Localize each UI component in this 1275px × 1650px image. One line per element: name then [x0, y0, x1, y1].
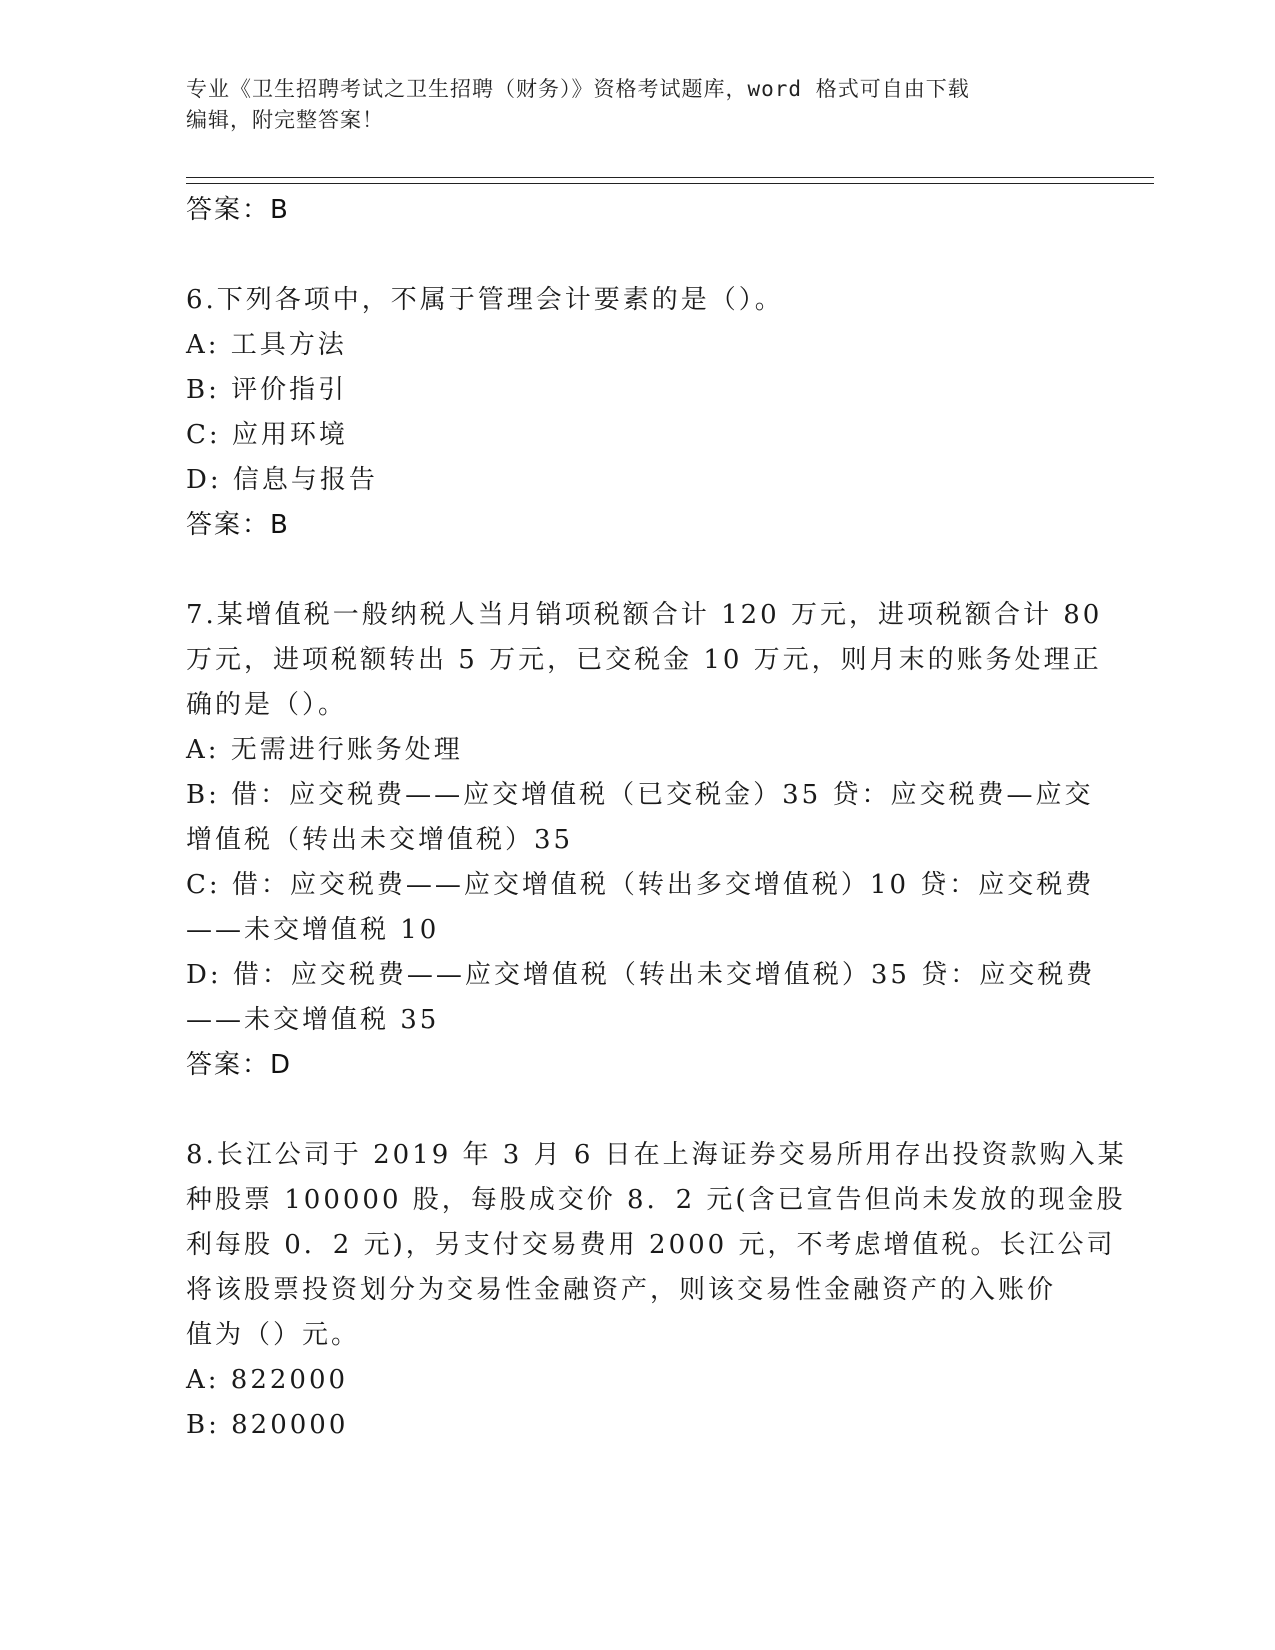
option-a: A: 无需进行账务处理 — [186, 735, 463, 765]
option-b: B: 820000 — [186, 1410, 349, 1440]
question-list — [186, 188, 1127, 1448]
answer-q6: 答案：B — [186, 510, 290, 540]
option-c: C: 应用环境 — [186, 420, 348, 450]
page-header — [186, 74, 1066, 136]
answer-q5: 答案：B — [186, 195, 290, 225]
question-stem: 6.下列各项中，不属于管理会计要素的是（）。 — [186, 285, 784, 315]
spacer — [186, 1088, 1086, 1133]
option-c-line-1: C: 借：应交税费——应交增值税（转出多交增值税）10 贷：应交税费 — [186, 870, 1095, 900]
question-6 — [186, 278, 1086, 548]
option-b-line-1: B: 借：应交税费——应交增值税（已交税金）35 贷：应交税费—应交 — [186, 780, 1094, 810]
question-stem-line: 确的是（）。 — [186, 690, 348, 720]
question-stem-line: 将该股票投资划分为交易性金融资产，则该交易性金融资产的入账价 — [186, 1275, 1057, 1305]
option-d: D: 信息与报告 — [186, 465, 378, 495]
question-7 — [186, 593, 1103, 1088]
spacer — [186, 548, 1086, 593]
option-a: A: 工具方法 — [186, 330, 347, 360]
option-b: B: 评价指引 — [186, 375, 348, 405]
option-d-line-1: D: 借：应交税费——应交增值税（转出未交增值税）35 贷：应交税费 — [186, 960, 1096, 990]
question-stem-line: 利每股 0．2 元)，另支付交易费用 2000 元，不考虑增值税。长江公司 — [186, 1230, 1116, 1260]
header-divider-bottom — [186, 183, 1154, 184]
option-c-line-2: ——未交增值税 10 — [186, 915, 440, 945]
option-d-line-2: ——未交增值税 35 — [186, 1005, 440, 1035]
question-stem-line: 8.长江公司于 2019 年 3 月 6 日在上海证券交易所用存出投资款购入某 — [186, 1140, 1127, 1170]
answer-q7: 答案：D — [186, 1050, 293, 1080]
header-line-2: 编辑，附完整答案！ — [186, 108, 384, 132]
option-b-line-2: 增值税（转出未交增值税）35 — [186, 825, 574, 855]
question-stem-line: 万元，进项税额转出 5 万元，已交税金 10 万元，则月末的账务处理正 — [186, 645, 1102, 675]
option-a: A: 822000 — [186, 1365, 349, 1395]
question-stem-line: 7.某增值税一般纳税人当月销项税额合计 120 万元，进项税额合计 80 — [186, 600, 1103, 630]
question-8 — [186, 1133, 1127, 1448]
question-stem-line: 值为（）元。 — [186, 1320, 361, 1350]
question-stem-line: 种股票 100000 股，每股成交价 8．2 元(含已宣告但尚未发放的现金股 — [186, 1185, 1126, 1215]
spacer — [186, 233, 1086, 278]
header-divider-top — [186, 177, 1154, 178]
header-line-1: 专业《卫生招聘考试之卫生招聘（财务）》资格考试题库，word 格式可自由下载 — [186, 77, 970, 101]
